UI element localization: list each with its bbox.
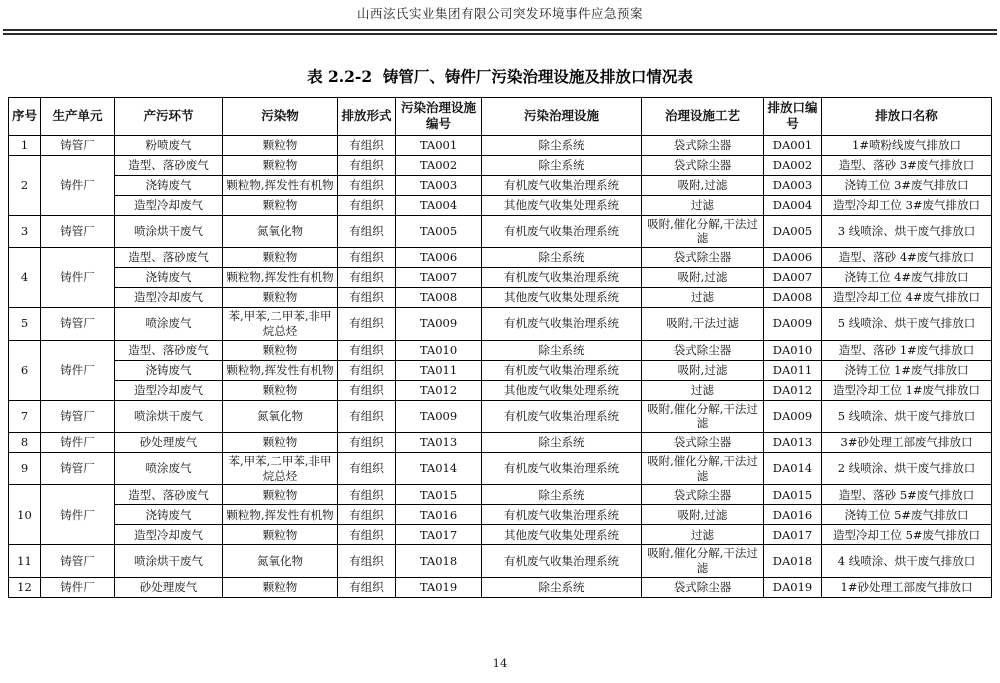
table-row xyxy=(9,248,992,268)
facility-cell: 有机废气收集治理系统 xyxy=(482,215,642,247)
discharge-form-cell: 有组织 xyxy=(338,308,396,340)
discharge-form-cell: 有组织 xyxy=(338,248,396,268)
facility-id-cell: TA017 xyxy=(396,525,482,545)
outlet-id-cell: DA001 xyxy=(764,135,822,155)
discharge-form-cell: 有组织 xyxy=(338,360,396,380)
pollutant-cell: 颗粒物 xyxy=(223,577,338,597)
outlet-id-cell: DA006 xyxy=(764,248,822,268)
serial-cell: 5 xyxy=(9,308,41,340)
unit-cell: 铸件厂 xyxy=(41,248,115,308)
facility-cell: 有机废气收集治理系统 xyxy=(482,453,642,485)
outlet-name-cell: 浇铸工位 3#废气排放口 xyxy=(822,175,992,195)
stage-cell: 浇铸废气 xyxy=(115,360,223,380)
table-row xyxy=(9,485,992,505)
outlet-id-cell: DA007 xyxy=(764,268,822,288)
outlet-id-cell: DA002 xyxy=(764,155,822,175)
unit-cell: 铸管厂 xyxy=(41,215,115,247)
stage-cell: 粉喷废气 xyxy=(115,135,223,155)
facility-id-cell: TA016 xyxy=(396,505,482,525)
outlet-name-cell: 浇铸工位 1#废气排放口 xyxy=(822,360,992,380)
table-row xyxy=(9,215,992,247)
facility-id-cell: TA013 xyxy=(396,433,482,453)
facility-cell: 除尘系统 xyxy=(482,340,642,360)
table-row xyxy=(9,380,992,400)
discharge-form-cell: 有组织 xyxy=(338,453,396,485)
col-header-pollutant: 污染物 xyxy=(223,98,338,136)
outlet-name-cell: 造型、落砂 4#废气排放口 xyxy=(822,248,992,268)
discharge-form-cell: 有组织 xyxy=(338,340,396,360)
outlet-id-cell: DA005 xyxy=(764,215,822,247)
stage-cell: 造型、落砂废气 xyxy=(115,340,223,360)
facility-id-cell: TA006 xyxy=(396,248,482,268)
process-cell: 袋式除尘器 xyxy=(642,155,764,175)
serial-cell: 10 xyxy=(9,485,41,545)
serial-cell: 1 xyxy=(9,135,41,155)
table-body xyxy=(9,135,992,597)
process-cell: 吸附,过滤 xyxy=(642,268,764,288)
facility-cell: 其他废气收集处理系统 xyxy=(482,525,642,545)
outlet-name-cell: 1#喷粉线废气排放口 xyxy=(822,135,992,155)
table-row xyxy=(9,268,992,288)
facility-id-cell: TA010 xyxy=(396,340,482,360)
discharge-form-cell: 有组织 xyxy=(338,505,396,525)
facility-cell: 其他废气收集处理系统 xyxy=(482,380,642,400)
process-cell: 过滤 xyxy=(642,195,764,215)
outlet-id-cell: DA013 xyxy=(764,433,822,453)
table-row xyxy=(9,360,992,380)
process-cell: 吸附,过滤 xyxy=(642,360,764,380)
pollutant-cell: 颗粒物 xyxy=(223,248,338,268)
discharge-form-cell: 有组织 xyxy=(338,175,396,195)
outlet-name-cell: 造型、落砂 5#废气排放口 xyxy=(822,485,992,505)
serial-cell: 2 xyxy=(9,155,41,215)
discharge-form-cell: 有组织 xyxy=(338,525,396,545)
outlet-name-cell: 造型、落砂 1#废气排放口 xyxy=(822,340,992,360)
process-cell: 过滤 xyxy=(642,525,764,545)
process-cell: 吸附,催化分解,干法过滤 xyxy=(642,215,764,247)
table-row xyxy=(9,433,992,453)
outlet-name-cell: 4 线喷涂、烘干废气排放口 xyxy=(822,545,992,577)
outlet-id-cell: DA008 xyxy=(764,288,822,308)
stage-cell: 砂处理废气 xyxy=(115,577,223,597)
col-header-process: 治理设施工艺 xyxy=(642,98,764,136)
process-cell: 袋式除尘器 xyxy=(642,248,764,268)
table-row xyxy=(9,577,992,597)
pollutant-cell: 氮氧化物 xyxy=(223,400,338,432)
unit-cell: 铸管厂 xyxy=(41,308,115,340)
table-row xyxy=(9,308,992,340)
facility-id-cell: TA005 xyxy=(396,215,482,247)
outlet-name-cell: 3 线喷涂、烘干废气排放口 xyxy=(822,215,992,247)
table-row xyxy=(9,505,992,525)
unit-cell: 铸管厂 xyxy=(41,453,115,485)
discharge-form-cell: 有组织 xyxy=(338,400,396,432)
outlet-id-cell: DA018 xyxy=(764,545,822,577)
pollutant-cell: 颗粒物 xyxy=(223,155,338,175)
serial-cell: 12 xyxy=(9,577,41,597)
pollutant-cell: 颗粒物 xyxy=(223,485,338,505)
facility-cell: 除尘系统 xyxy=(482,248,642,268)
col-header-unit: 生产单元 xyxy=(41,98,115,136)
table-row xyxy=(9,340,992,360)
stage-cell: 造型、落砂废气 xyxy=(115,155,223,175)
pollutant-cell: 颗粒物 xyxy=(223,380,338,400)
pollutant-cell: 颗粒物,挥发性有机物 xyxy=(223,505,338,525)
unit-cell: 铸件厂 xyxy=(41,485,115,545)
outlet-name-cell: 造型冷却工位 4#废气排放口 xyxy=(822,288,992,308)
col-header-outlet-name: 排放口名称 xyxy=(822,98,992,136)
outlet-name-cell: 造型冷却工位 5#废气排放口 xyxy=(822,525,992,545)
outlet-id-cell: DA009 xyxy=(764,400,822,432)
facility-cell: 有机废气收集治理系统 xyxy=(482,505,642,525)
facility-id-cell: TA008 xyxy=(396,288,482,308)
facility-cell: 除尘系统 xyxy=(482,433,642,453)
pollutant-cell: 颗粒物 xyxy=(223,525,338,545)
facility-cell: 除尘系统 xyxy=(482,577,642,597)
stage-cell: 喷涂废气 xyxy=(115,453,223,485)
outlet-name-cell: 1#砂处理工部废气排放口 xyxy=(822,577,992,597)
discharge-form-cell: 有组织 xyxy=(338,215,396,247)
outlet-name-cell: 浇铸工位 4#废气排放口 xyxy=(822,268,992,288)
stage-cell: 造型、落砂废气 xyxy=(115,248,223,268)
table-row xyxy=(9,525,992,545)
facility-id-cell: TA009 xyxy=(396,308,482,340)
facility-cell: 除尘系统 xyxy=(482,155,642,175)
facility-cell: 有机废气收集治理系统 xyxy=(482,360,642,380)
facility-id-cell: TA014 xyxy=(396,453,482,485)
stage-cell: 砂处理废气 xyxy=(115,433,223,453)
facility-cell: 除尘系统 xyxy=(482,485,642,505)
outlet-id-cell: DA015 xyxy=(764,485,822,505)
serial-cell: 6 xyxy=(9,340,41,400)
pollutant-cell: 颗粒物,挥发性有机物 xyxy=(223,360,338,380)
outlet-id-cell: DA014 xyxy=(764,453,822,485)
outlet-name-cell: 浇铸工位 5#废气排放口 xyxy=(822,505,992,525)
col-header-facility-id: 污染治理设施编号 xyxy=(396,98,482,136)
facility-cell: 有机废气收集治理系统 xyxy=(482,308,642,340)
pollutant-cell: 颗粒物,挥发性有机物 xyxy=(223,175,338,195)
pollutant-cell: 颗粒物 xyxy=(223,433,338,453)
outlet-name-cell: 造型冷却工位 1#废气排放口 xyxy=(822,380,992,400)
process-cell: 吸附,催化分解,干法过滤 xyxy=(642,400,764,432)
stage-cell: 浇铸废气 xyxy=(115,268,223,288)
serial-cell: 11 xyxy=(9,545,41,577)
serial-cell: 9 xyxy=(9,453,41,485)
pollutant-cell: 颗粒物 xyxy=(223,135,338,155)
col-header-facility: 污染治理设施 xyxy=(482,98,642,136)
discharge-form-cell: 有组织 xyxy=(338,577,396,597)
outlet-id-cell: DA010 xyxy=(764,340,822,360)
stage-cell: 喷涂烘干废气 xyxy=(115,400,223,432)
outlet-id-cell: DA019 xyxy=(764,577,822,597)
stage-cell: 浇铸废气 xyxy=(115,505,223,525)
unit-cell: 铸管厂 xyxy=(41,545,115,577)
pollutant-cell: 颗粒物 xyxy=(223,195,338,215)
facility-id-cell: TA001 xyxy=(396,135,482,155)
facility-id-cell: TA019 xyxy=(396,577,482,597)
stage-cell: 喷涂烘干废气 xyxy=(115,215,223,247)
header-rule-bottom-line xyxy=(3,33,997,35)
process-cell: 吸附,催化分解,干法过滤 xyxy=(642,453,764,485)
facility-cell: 有机废气收集治理系统 xyxy=(482,545,642,577)
page-number: 14 xyxy=(492,656,508,670)
facility-cell: 其他废气收集处理系统 xyxy=(482,195,642,215)
stage-cell: 喷涂废气 xyxy=(115,308,223,340)
stage-cell: 造型冷却废气 xyxy=(115,525,223,545)
facility-cell: 有机废气收集治理系统 xyxy=(482,268,642,288)
process-cell: 过滤 xyxy=(642,380,764,400)
outlet-name-cell: 3#砂处理工部废气排放口 xyxy=(822,433,992,453)
serial-cell: 3 xyxy=(9,215,41,247)
outlet-name-cell: 造型冷却工位 3#废气排放口 xyxy=(822,195,992,215)
table-title: 表 2.2-2 铸管厂、铸件厂污染治理设施及排放口情况表 xyxy=(307,67,693,87)
pollutant-cell: 苯,甲苯,二甲苯,非甲烷总烃 xyxy=(223,453,338,485)
table-row xyxy=(9,155,992,175)
outlet-name-cell: 2 线喷涂、烘干废气排放口 xyxy=(822,453,992,485)
process-cell: 吸附,过滤 xyxy=(642,505,764,525)
pollutant-cell: 氮氧化物 xyxy=(223,545,338,577)
col-header-outlet-id: 排放口编号 xyxy=(764,98,822,136)
table-row xyxy=(9,288,992,308)
discharge-form-cell: 有组织 xyxy=(338,135,396,155)
table-row xyxy=(9,175,992,195)
header-rule xyxy=(3,29,997,35)
process-cell: 袋式除尘器 xyxy=(642,577,764,597)
discharge-form-cell: 有组织 xyxy=(338,268,396,288)
facility-id-cell: TA012 xyxy=(396,380,482,400)
table-row xyxy=(9,453,992,485)
process-cell: 袋式除尘器 xyxy=(642,135,764,155)
stage-cell: 喷涂烘干废气 xyxy=(115,545,223,577)
outlet-name-cell: 5 线喷涂、烘干废气排放口 xyxy=(822,400,992,432)
facility-cell: 有机废气收集治理系统 xyxy=(482,175,642,195)
discharge-form-cell: 有组织 xyxy=(338,155,396,175)
table-row xyxy=(9,545,992,577)
facility-cell: 其他废气收集处理系统 xyxy=(482,288,642,308)
outlet-id-cell: DA012 xyxy=(764,380,822,400)
stage-cell: 浇铸废气 xyxy=(115,175,223,195)
facility-cell: 有机废气收集治理系统 xyxy=(482,400,642,432)
facility-id-cell: TA018 xyxy=(396,545,482,577)
unit-cell: 铸件厂 xyxy=(41,433,115,453)
discharge-form-cell: 有组织 xyxy=(338,433,396,453)
facility-id-cell: TA007 xyxy=(396,268,482,288)
discharge-form-cell: 有组织 xyxy=(338,195,396,215)
outlet-id-cell: DA017 xyxy=(764,525,822,545)
serial-cell: 4 xyxy=(9,248,41,308)
unit-cell: 铸件厂 xyxy=(41,340,115,400)
stage-cell: 造型冷却废气 xyxy=(115,380,223,400)
facility-id-cell: TA011 xyxy=(396,360,482,380)
pollutant-cell: 苯,甲苯,二甲苯,非甲烷总烃 xyxy=(223,308,338,340)
running-header: 山西泫氏实业集团有限公司突发环境事件应急预案 xyxy=(356,6,643,21)
unit-cell: 铸件厂 xyxy=(41,577,115,597)
col-header-serial: 序号 xyxy=(9,98,41,136)
facility-id-cell: TA003 xyxy=(396,175,482,195)
stage-cell: 造型冷却废气 xyxy=(115,288,223,308)
facility-id-cell: TA009 xyxy=(396,400,482,432)
outlet-id-cell: DA016 xyxy=(764,505,822,525)
pollutant-cell: 氮氧化物 xyxy=(223,215,338,247)
process-cell: 吸附,干法过滤 xyxy=(642,308,764,340)
outlet-id-cell: DA004 xyxy=(764,195,822,215)
facility-id-cell: TA004 xyxy=(396,195,482,215)
pollutant-cell: 颗粒物 xyxy=(223,288,338,308)
process-cell: 过滤 xyxy=(642,288,764,308)
outlet-id-cell: DA009 xyxy=(764,308,822,340)
discharge-form-cell: 有组织 xyxy=(338,485,396,505)
table-row xyxy=(9,135,992,155)
facility-id-cell: TA015 xyxy=(396,485,482,505)
outlet-name-cell: 5 线喷涂、烘干废气排放口 xyxy=(822,308,992,340)
process-cell: 吸附,过滤 xyxy=(642,175,764,195)
pollutant-cell: 颗粒物 xyxy=(223,340,338,360)
process-cell: 吸附,催化分解,干法过滤 xyxy=(642,545,764,577)
unit-cell: 铸件厂 xyxy=(41,155,115,215)
col-header-discharge-form: 排放形式 xyxy=(338,98,396,136)
unit-cell: 铸管厂 xyxy=(41,135,115,155)
process-cell: 袋式除尘器 xyxy=(642,340,764,360)
unit-cell: 铸管厂 xyxy=(41,400,115,432)
process-cell: 袋式除尘器 xyxy=(642,433,764,453)
stage-cell: 造型、落砂废气 xyxy=(115,485,223,505)
pollutant-cell: 颗粒物,挥发性有机物 xyxy=(223,268,338,288)
facility-cell: 除尘系统 xyxy=(482,135,642,155)
table-header-row xyxy=(9,98,992,136)
serial-cell: 8 xyxy=(9,433,41,453)
table-row xyxy=(9,195,992,215)
serial-cell: 7 xyxy=(9,400,41,432)
col-header-stage: 产污环节 xyxy=(115,98,223,136)
outlet-id-cell: DA003 xyxy=(764,175,822,195)
outlet-name-cell: 造型、落砂 3#废气排放口 xyxy=(822,155,992,175)
outlet-id-cell: DA011 xyxy=(764,360,822,380)
facility-id-cell: TA002 xyxy=(396,155,482,175)
process-cell: 袋式除尘器 xyxy=(642,485,764,505)
table-row xyxy=(9,400,992,432)
discharge-form-cell: 有组织 xyxy=(338,380,396,400)
stage-cell: 造型冷却废气 xyxy=(115,195,223,215)
discharge-form-cell: 有组织 xyxy=(338,545,396,577)
pollution-table xyxy=(8,97,992,598)
discharge-form-cell: 有组织 xyxy=(338,288,396,308)
